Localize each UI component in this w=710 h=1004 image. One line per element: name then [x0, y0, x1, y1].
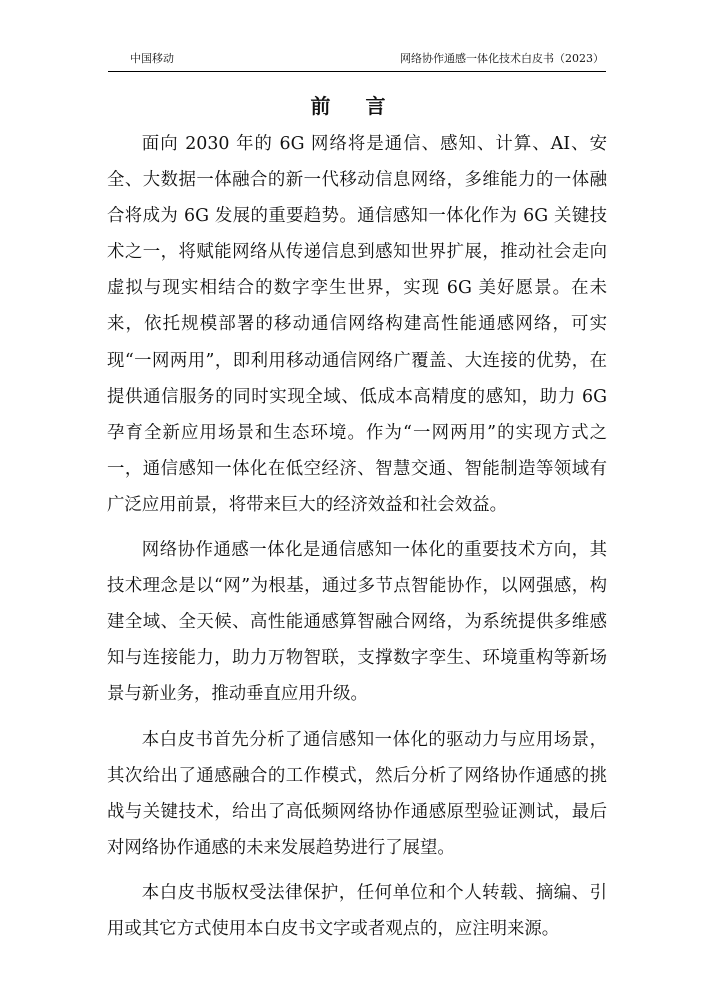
body-text: [107, 126, 607, 956]
header-divider: [108, 71, 606, 72]
header-document-title: 网络协作通感一体化技术白皮书（2023）: [400, 52, 604, 65]
paragraph-1: 面向 2030 年的 6G 网络将是通信、感知、计算、AI、安全、大数据一体融合的新一代移动信息网络，多维能力的一体融合将成为 6G 发展的重要趋势。通信感知一体化作为 6G 关键技术之一，将赋能网络从传递信息到感知世界扩展，推动社会走向虚拟与现实相结合的数字孪生世界，实现 6G 美好愿景。在未来，依托规模部署的移动通信网络构建高性能通感网络，可实现“一网两用”，即利用移动通信网络广覆盖、大连接的优势，在提供通信服务的同时实现全域、低成本高精度的感知，助力 6G 孕育全新应用场景和生态环境。作为“一网两用”的实现方式之一，通信感知一体化在低空经济、智慧交通、智能制造等领域有广泛应用前景，将带来巨大的经济效益和社会效益。: [107, 134, 607, 515]
paragraph-4: 本白皮书版权受法律保护，任何单位和个人转载、摘编、引用或其它方式使用本白皮书文字或者观点的，应注明来源。: [107, 882, 607, 939]
paragraph-2: 网络协作通感一体化是通信感知一体化的重要技术方向，其技术理念是以“网”为根基，通过多节点智能协作，以网强感，构建全域、全天候、高性能通感算智融合网络，为系统提供多维感知与连接能力，助力万物智联，支撑数字孪生、环境重构等新场景与新业务，推动垂直应用升级。: [107, 540, 607, 705]
header-org-name: 中国移动: [130, 52, 174, 65]
paragraph-3: 本白皮书首先分析了通信感知一体化的驱动力与应用场景，其次给出了通感融合的工作模式，然后分析了网络协作通感的挑战与关键技术，给出了高低频网络协作通感原型验证测试，最后对网络协作通感的未来发展趋势进行了展望。: [107, 729, 607, 858]
page-header: [108, 50, 606, 70]
page-title: 前 言: [310, 94, 400, 118]
